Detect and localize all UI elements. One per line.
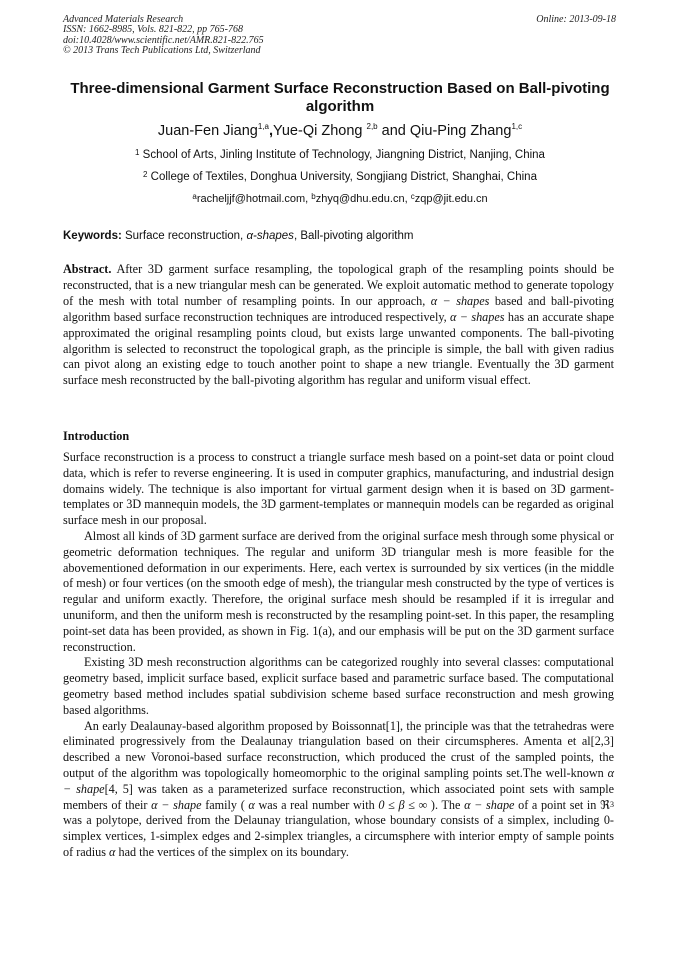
- intro-paragraph-3: Existing 3D mesh reconstruction algorithms can be categorized roughly into several classes: computational geometry based, implicit surface based, explicit surface based and parametric surface based. The computational geometry based method includes spatial subdivision scheme based surface reconstruction and mesh growing based algorithms.: [63, 655, 614, 717]
- keywords-part-1: Surface reconstruction,: [121, 230, 247, 242]
- affiliation-2: [60, 171, 620, 183]
- keywords: [63, 230, 618, 242]
- affiliation-2-text: College of Textiles, Donghua University, Songjiang District, Shanghai, China: [147, 171, 537, 183]
- p4-math-6: ℜ: [600, 797, 610, 812]
- affiliation-2-sup: 2: [143, 170, 148, 179]
- author-1: Juan-Fen Jiang: [157, 123, 258, 139]
- keywords-part-2: α-shapes: [246, 230, 294, 242]
- p4-text-6: of a point set in: [514, 797, 601, 812]
- p4-math-7: α: [109, 844, 116, 859]
- intro-paragraph-4: [63, 719, 614, 861]
- p4-math-3: α: [248, 797, 255, 812]
- author-and: and: [377, 123, 410, 139]
- journal-copyright: © 2013 Trans Tech Publications Ltd, Switzerland: [63, 44, 261, 56]
- p4-math-6-sup: 3: [610, 799, 614, 809]
- intro-paragraph-2: Almost all kinds of 3D garment surface are derived from the original surface mesh through some physical or geometric deformation techniques. The regular and uniform 3D triangular mesh is more feasible for the abovementioned deformation in our experiments. Here, each vertex is surrounded by six vertices (in the middle of mesh) or four vertices (on the smooth edge of mesh), the triangular mesh constructed by the type of vertices is regular and uniform exactly. Therefore, the original surface mesh should be resampled if it is irregular and ununiform, and then the uniform mesh is reconstructed by the resampling point-set. In this paper, the resampling point-set data has been provided, as shown in Fig. 1(a), and our emphasis will be put on the 3D garment surface reconstruction.: [63, 528, 614, 654]
- p4-math-1: α − shape: [63, 765, 614, 796]
- p4-text-2: [4, 5] was taken as a parameterized surface reconstruction, which associated point sets with sample members of their: [63, 781, 614, 812]
- p4-text-7: was a polytope, derived from the Delaunay triangulation, whose boundary consists of a simplex, including 0-simplex vertices, 1-simplex edges and 2-simplex triangles, a circumsphere with interior empty of sample points of radius: [63, 813, 614, 859]
- p4-text-5: ). The: [427, 797, 465, 812]
- keywords-part-3: , Ball-pivoting algorithm: [293, 230, 414, 242]
- introduction-body: [63, 450, 614, 861]
- email-a-sup: a: [192, 192, 197, 201]
- paper-title: Three-dimensional Garment Surface Reconstruction Based on Ball-pivoting algorithm: [70, 80, 610, 115]
- journal-doi: doi:10.4028/www.scientific.net/AMR.821-822.765: [63, 34, 264, 46]
- p4-text-4: was a real number with: [254, 797, 379, 812]
- abstract-text-2: based and ball-pivoting algorithm based surface reconstruction techniques are introduced respectively,: [63, 293, 614, 324]
- abstract-label: Abstract.: [63, 262, 112, 276]
- email-c-sup: c: [410, 192, 415, 201]
- journal-issn: ISSN: 1662-8985, Vols. 821-822, pp 765-768: [63, 24, 243, 36]
- p4-math-4: 0 ≤ β ≤ ∞: [378, 797, 428, 812]
- author-2-sup: 2,b: [366, 122, 378, 131]
- author-emails: [60, 193, 620, 205]
- p4-math-2: α − shape: [151, 797, 202, 812]
- author-1-sup: 1,a: [257, 122, 269, 131]
- affiliation-1-text: School of Arts, Jinling Institute of Technology, Jiangning District, Nanjing, China: [139, 149, 545, 161]
- keywords-label: Keywords:: [63, 230, 122, 242]
- email-b[interactable]: zhyq@dhu.edu.cn,: [315, 193, 411, 205]
- email-b-sup: b: [311, 192, 316, 201]
- author-3-sup: 1,c: [511, 122, 523, 131]
- affiliation-1-sup: 1: [135, 148, 140, 157]
- intro-paragraph-1: Surface reconstruction is a process to construct a triangle surface mesh based on a point-set data or point cloud data, which is refer to reverse engineering. It is used in computer graphics, manufacturing, and industrial design domains widely. The technique is also important for virtual garment design when it is based on 3D garment-templates or 3D mannequin models, the 3D garment-templates or mannequin models can be regarded as original surface mesh in our proposal.: [63, 450, 614, 528]
- abstract-text-1: After 3D garment surface resampling, the topological graph of the resampling points should be reconstructed, that is a new triangular mesh can be generated. We exploit automatic method to generate topology of the mesh with total number of resampling points. In our approach,: [63, 262, 614, 308]
- p4-math-5: α − shape: [464, 797, 515, 812]
- author-2: Yue-Qi Zhong: [273, 123, 367, 139]
- abstract-text-3: has an accurate shape approximated the original resampling points cloud, but exists large unwanted components. The ball-pivoting algorithm is selected to reconstruct the topological graph, as the principle is simple, the ball with given radius can pivot along an existing edge to touch another point to shape a new triangle. Eventually the 3D garment surface mesh reconstructed by the ball-pivoting algorithm has regular and uniform visual effect.: [63, 309, 614, 388]
- abstract-math-2: α − shapes: [450, 309, 505, 324]
- affiliation-1: [60, 149, 620, 161]
- email-c[interactable]: zqp@jit.edu.cn: [414, 193, 488, 205]
- author-3: Qiu-Ping Zhang: [409, 123, 512, 139]
- author-list: [60, 123, 620, 139]
- journal-name: Advanced Materials Research: [63, 14, 184, 25]
- p4-text-8: had the vertices of the simplex on its boundary.: [115, 844, 349, 859]
- abstract-math-1: α − shapes: [430, 293, 490, 308]
- author-separator: ,: [268, 123, 273, 139]
- introduction-heading: Introduction: [63, 429, 130, 443]
- journal-header: [63, 15, 616, 56]
- online-date: Online: 2013-09-18: [536, 14, 616, 25]
- email-a[interactable]: racheljjf@hotmail.com,: [196, 193, 312, 205]
- abstract: [63, 262, 614, 389]
- p4-text-3: family (: [201, 797, 249, 812]
- p4-text-1: An early Dealaunay-based algorithm proposed by Boissonnat[1], the principle was that the tetrahedras were eliminated progressively from the Dealaunay triangulation based on their circumspheres. Amenta et al[2,3] described a new Voronoi-based surface reconstruction, which produced the crust of the sampled points, the output of the algorithm was topologically homeomorphic to the original sampling points set.The well-known: [63, 718, 614, 780]
